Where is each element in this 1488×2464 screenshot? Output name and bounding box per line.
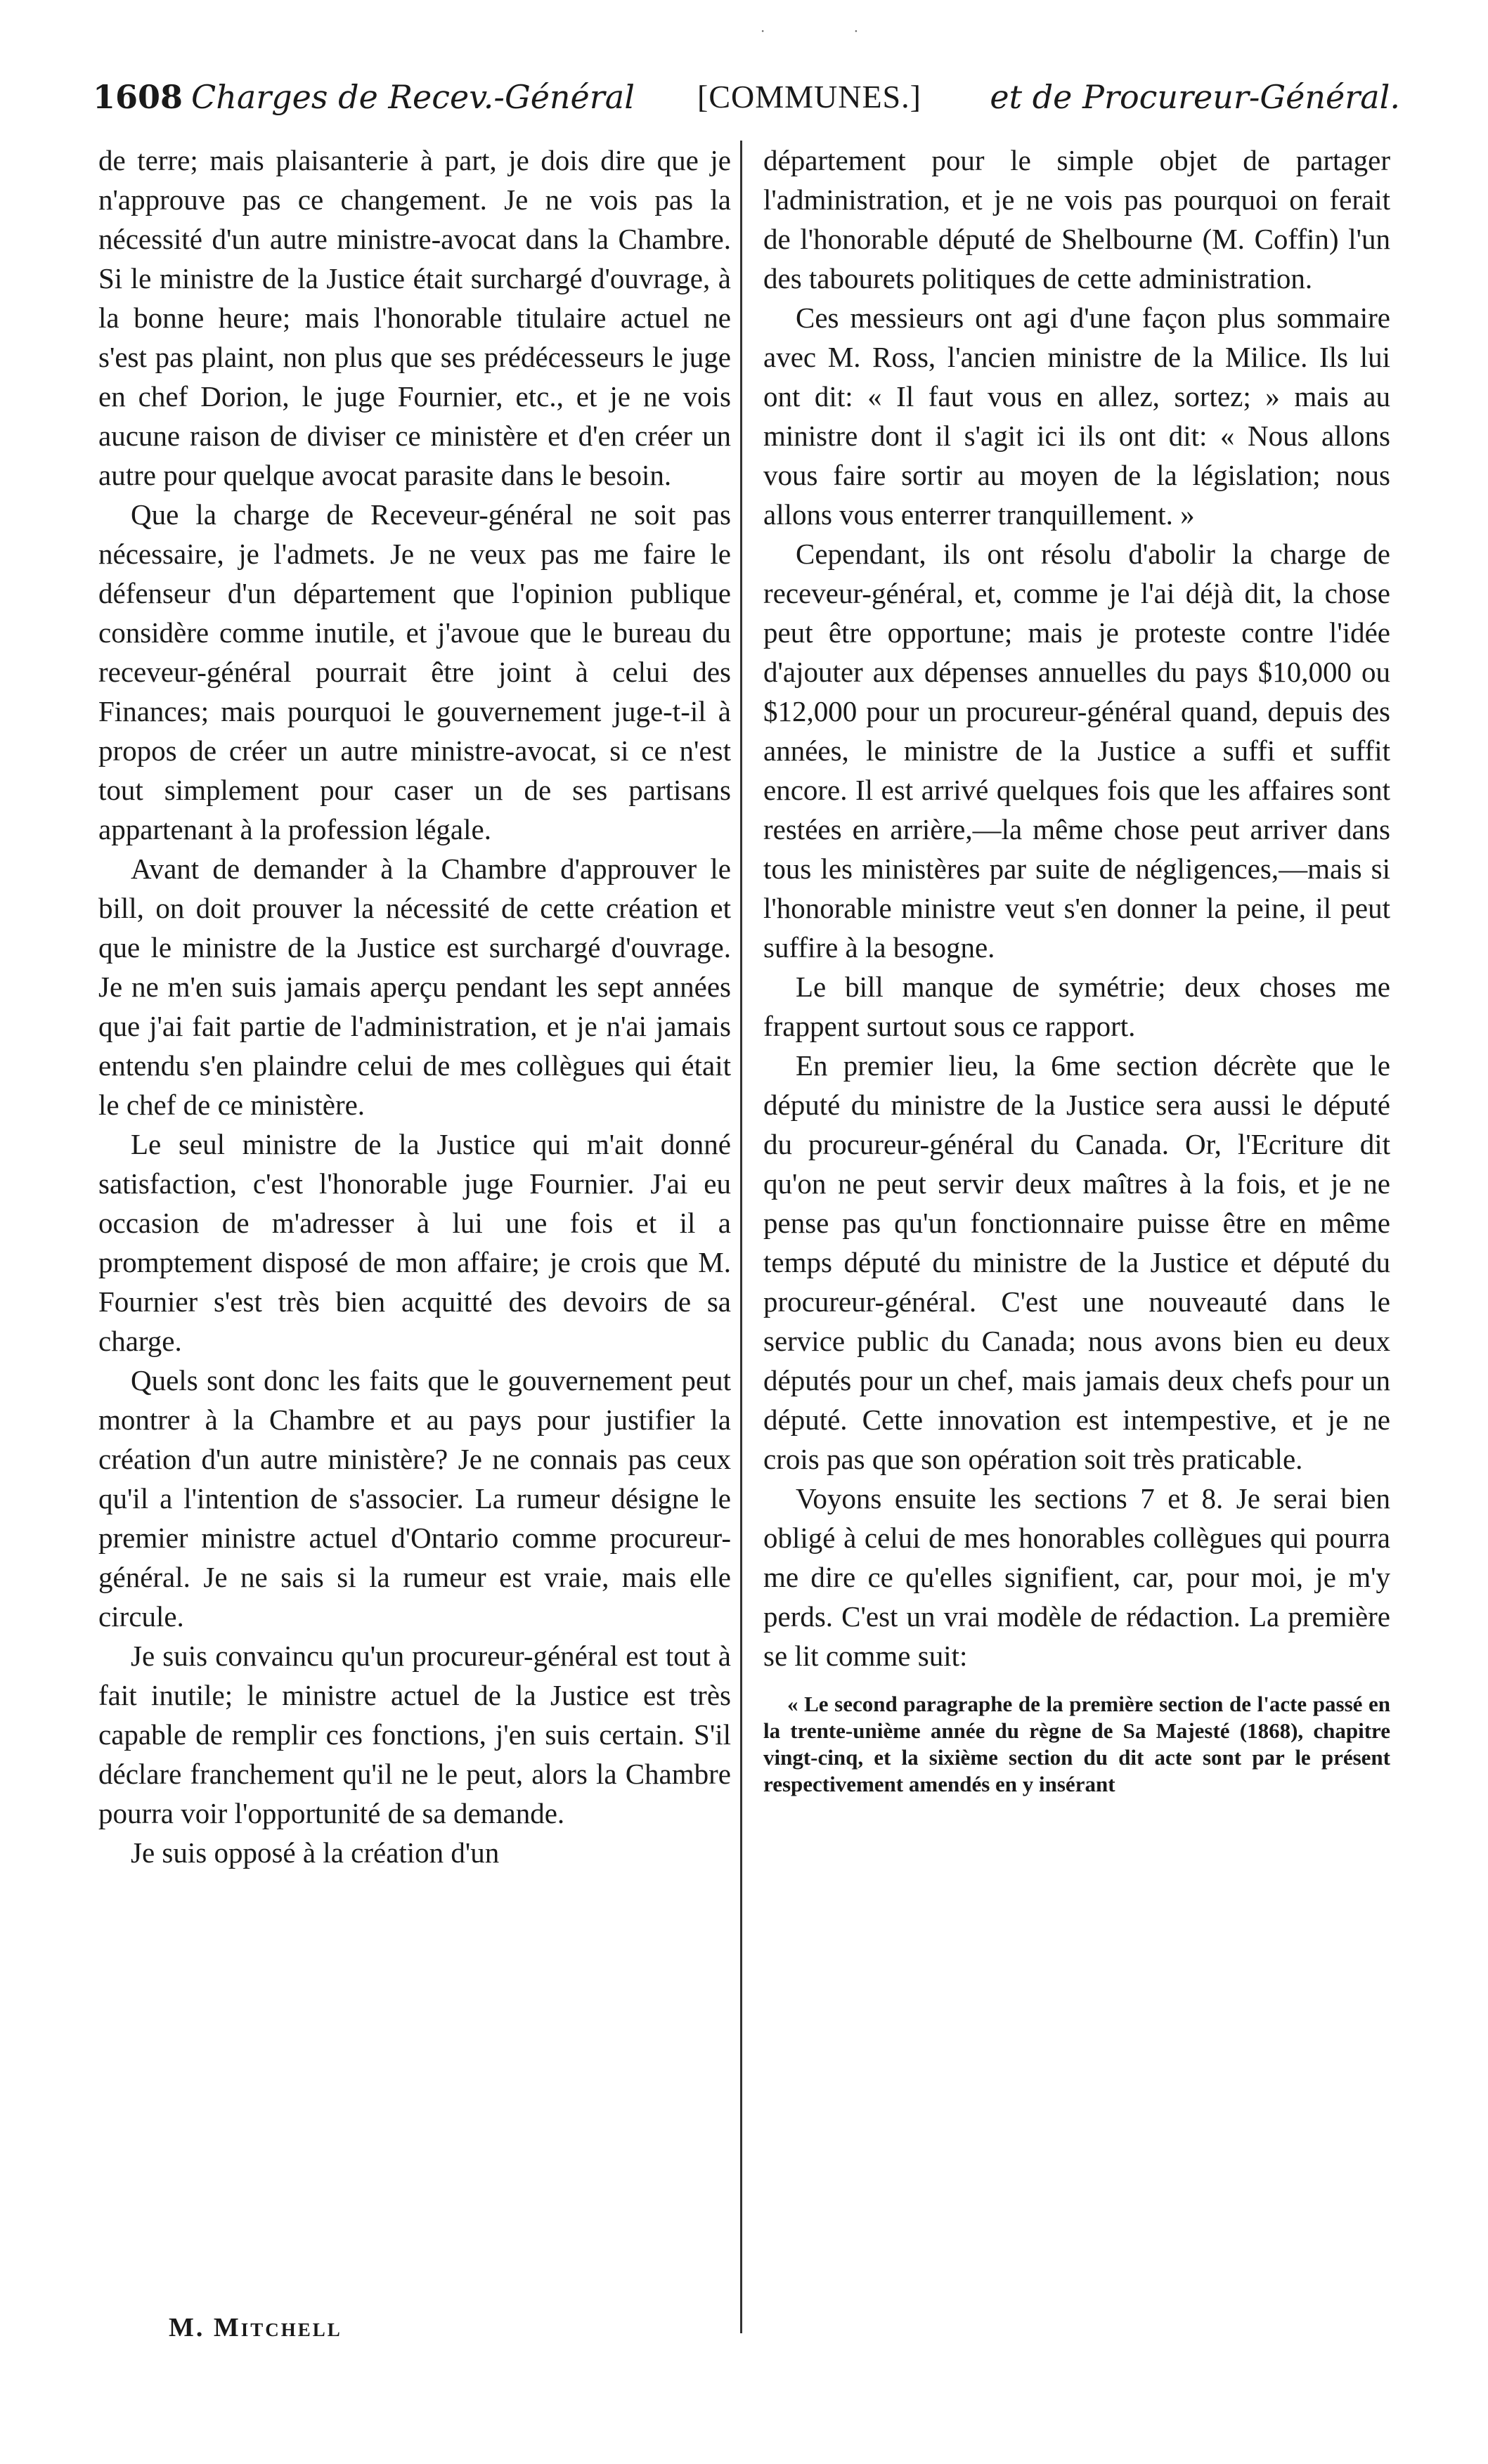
paragraph: département pour le simple objet de partager l'administration, et je ne vois pas pourquoi on ferait de l'honorable député de Shelbourne (M. Coffin) l'un des tabourets politiques de cette administration. bbox=[763, 144, 1390, 294]
paragraph: Avant de demander à la Chambre d'approuver le bill, on doit prouver la nécessité de cette création et que le ministre de la Justice est surchargé d'ouvrage. Je ne m'en suis jamais aperçu pendant les sept années que j'ai fait partie de l'administration, et je n'ai jamais entendu s'en plaindre celui de mes collègues qui était le chef de ce ministère. bbox=[98, 852, 731, 1121]
column-divider bbox=[740, 141, 742, 2333]
header-center-title: [COMMUNES.] bbox=[697, 79, 921, 115]
paragraph: Que la charge de Receveur-général ne soit pas nécessaire, je l'admets. Je ne veux pas me faire le défenseur d'un département que l'opinion publique considère comme inutile, et j'avoue que le bureau du receveur-général pourrait être joint à celui des Finances; mais pourquoi le gouvernement juge-t-il à propos de créer un autre ministre-avocat, si ce n'est tout simplement pour caser un de ses partisans appartenant à la profession légale. bbox=[98, 498, 731, 845]
header-left-title: Charges de Recev.-Général bbox=[191, 78, 635, 116]
right-column bbox=[763, 141, 1390, 1798]
paragraph: En premier lieu, la 6me section décrète que le député du ministre de la Justice sera aussi le député du procureur-général du Canada. Or, l'Ecriture dit qu'on ne peut servir deux maîtres à la fois, et je ne pense pas qu'un fonctionnaire puisse être en même temps député du ministre de la Justice et député du procureur-général. C'est une nouveauté dans le service public du Canada; nous avons bien eu deux députés pour un chef, mais jamais deux chefs pour un député. Cette innovation est intempestive, et je ne crois pas que son opération soit très praticable. bbox=[763, 1049, 1390, 1475]
speaker-name: M. Mitchell bbox=[169, 2313, 342, 2342]
header-right-title: et de Procureur-Général. bbox=[990, 78, 1400, 116]
paragraph: Le bill manque de symétrie; deux choses me frappent surtout sous ce rapport. bbox=[763, 971, 1390, 1042]
paragraph: Ces messieurs ont agi d'une façon plus sommaire avec M. Ross, l'ancien ministre de la Milice. Ils lui ont dit: « Il faut vous en allez, sortez; » mais au ministre dont il s'agit ici ils ont dit: « Nous allons vous faire sortir au moyen de la législation; nous allons vous enterrer tranquillement. » bbox=[763, 301, 1390, 531]
paragraph: Quels sont donc les faits que le gouvernement peut montrer à la Chambre et au pays pour justifier la création d'un autre ministère? Je ne connais pas ceux qu'il a l'intention de s'associer. La rumeur désigne le premier ministre actuel d'Ontario comme procureur-général. Je ne sais si la rumeur est vraie, mais elle circule. bbox=[98, 1364, 731, 1633]
paragraph: Le seul ministre de la Justice qui m'ait donné satisfaction, c'est l'honorable juge Fournier. J'ai eu occasion de m'adresser à lui une fois et il a promptement disposé de mon affaire; je crois que M. Fournier s'est très bien acquitté des devoirs de sa charge. bbox=[98, 1128, 731, 1357]
left-column bbox=[98, 141, 731, 1872]
paragraph: Je suis opposé à la création d'un bbox=[131, 1836, 500, 1869]
running-header bbox=[93, 69, 1400, 125]
page-number: 1608 bbox=[93, 78, 183, 116]
paragraph: Je suis convaincu qu'un procureur-général est tout à fait inutile; le ministre actuel de la Justice est très capable de remplir ces fonctions, j'en suis certain. S'il déclare franchement qu'il ne le peut, alors la Chambre pourra voir l'opportunité de sa demande. bbox=[98, 1640, 731, 1829]
paragraph: Cependant, ils ont résolu d'abolir la charge de receveur-général, et, comme je l'ai déjà dit, la chose peut être opportune; mais je proteste contre l'idée d'ajouter aux dépenses annuelles du pays $10,000 ou $12,000 pour un procureur-général quand, depuis des années, le ministre de la Justice a suffi et suffit encore. Il est arrivé quelques fois que les affaires sont restées en arrière,—la même chose peut arriver dans tous les ministères par suite de négligences,—mais si l'honorable ministre veut s'en donner la peine, il peut suffire à la besogne. bbox=[763, 538, 1390, 964]
paragraph: Voyons ensuite les sections 7 et 8. Je serai bien obligé à celui de mes honorables collègues qui pourra me dire ce qu'elles signifient, car, pour moi, je m'y perds. C'est un vrai modèle de rédaction. La première se lit comme suit: bbox=[763, 1482, 1390, 1672]
page-top-marks: · · bbox=[761, 22, 901, 39]
quoted-text: « Le second paragraphe de la première section de l'acte passé en la trente-unième année du règne de Sa Majesté (1868), chapitre vingt-cinq, et la sixième section du dit acte sont par le présent respectivement amendés en y insérant bbox=[763, 1692, 1390, 1796]
paragraph: de terre; mais plaisanterie à part, je dois dire que je n'approuve pas ce changement. Je ne vois pas la nécessité d'un autre ministre-avocat dans la Chambre. Si le ministre de la Justice était surchargé d'ouvrage, à la bonne heure; mais l'honorable titulaire actuel ne s'est pas plaint, non plus que ses prédécesseurs le juge en chef Dorion, le juge Fournier, etc., et je ne vois aucune raison de diviser ce ministère et d'en créer un autre pour quelque avocat parasite dans le besoin. bbox=[98, 144, 731, 491]
